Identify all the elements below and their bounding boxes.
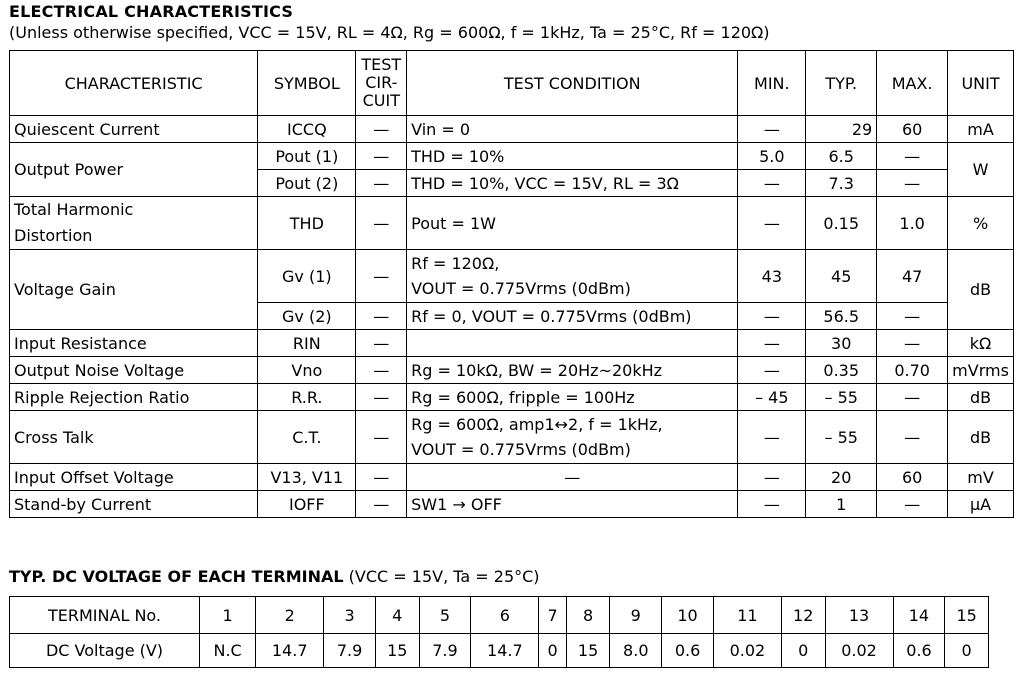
dc-voltage-table [9, 596, 989, 668]
voltage-label: DC Voltage (V) [10, 634, 200, 668]
cell-max: — [877, 143, 948, 170]
terminal-number: 10 [662, 597, 714, 634]
cell-min: 5.0 [738, 143, 806, 170]
cond-line-1: Rg = 600Ω, amp1↔2, f = 1kHz, [411, 415, 663, 434]
table-row [10, 143, 1014, 170]
header-test-circuit-l1: TEST [361, 55, 402, 74]
cell-unit: mVrms [948, 357, 1014, 384]
cell-symbol: Pout (2) [258, 170, 356, 197]
cell-max: — [877, 330, 948, 357]
header-min: MIN. [738, 51, 806, 116]
cell-typ: – 55 [806, 411, 877, 464]
cell-max: 1.0 [877, 197, 948, 250]
terminal-voltage: N.C [200, 634, 256, 668]
cell-test-circuit: — [356, 464, 407, 491]
cell-max: — [877, 170, 948, 197]
cell-test-condition: Pout = 1W [407, 197, 738, 250]
section-title: ELECTRICAL CHARACTERISTICS [9, 2, 294, 21]
terminal-label: TERMINAL No. [10, 597, 200, 634]
cell-max: — [877, 303, 948, 330]
terminal-voltage: 14.7 [471, 634, 539, 668]
cell-characteristic: Output Noise Voltage [10, 357, 258, 384]
terminal-voltage: 15 [566, 634, 610, 668]
cell-max: 47 [877, 250, 948, 303]
header-test-circuit-l2: CIR- [365, 73, 398, 92]
terminal-number: 3 [324, 597, 376, 634]
header-test-condition: TEST CONDITION [407, 51, 738, 116]
table-row [10, 116, 1014, 143]
cell-min: — [738, 197, 806, 250]
cell-min: — [738, 116, 806, 143]
cell-characteristic: Input Resistance [10, 330, 258, 357]
header-max: MAX. [877, 51, 948, 116]
cell-min: — [738, 411, 806, 464]
cell-unit: W [948, 143, 1014, 197]
cell-min: – 45 [738, 384, 806, 411]
cell-test-condition [407, 250, 738, 303]
cell-typ: 30 [806, 330, 877, 357]
cell-test-circuit: — [356, 357, 407, 384]
cell-test-condition: Rg = 10kΩ, BW = 20Hz~20kHz [407, 357, 738, 384]
cell-characteristic: Stand-by Current [10, 491, 258, 518]
cell-unit: mA [948, 116, 1014, 143]
header-symbol: SYMBOL [258, 51, 356, 116]
cell-test-condition [407, 330, 738, 357]
table-row [10, 330, 1014, 357]
cell-symbol: Vno [258, 357, 356, 384]
terminal-number: 15 [945, 597, 989, 634]
cell-symbol: RIN [258, 330, 356, 357]
cell-typ: 20 [806, 464, 877, 491]
cell-unit: dB [948, 250, 1014, 330]
cell-symbol: Gv (2) [258, 303, 356, 330]
cell-typ: 0.15 [806, 197, 877, 250]
cell-min: — [738, 303, 806, 330]
cell-test-condition: SW1 → OFF [407, 491, 738, 518]
dc-voltage-title-bold: TYP. DC VOLTAGE OF EACH TERMINAL [9, 567, 344, 586]
table-row [10, 384, 1014, 411]
cell-test-circuit: — [356, 491, 407, 518]
terminal-number: 8 [566, 597, 610, 634]
cell-max: 60 [877, 116, 948, 143]
cell-test-condition: Rf = 0, VOUT = 0.775Vrms (0dBm) [407, 303, 738, 330]
table-row [10, 411, 1014, 464]
terminal-voltage: 8.0 [610, 634, 662, 668]
conditions-subtitle: (Unless otherwise specified, VCC = 15V, RL = 4Ω, Rg = 600Ω, f = 1kHz, Ta = 25°C, Rf = 120Ω) [9, 23, 770, 42]
header-characteristic: CHARACTERISTIC [10, 51, 258, 116]
cell-typ: 0.35 [806, 357, 877, 384]
header-typ: TYP. [806, 51, 877, 116]
cell-symbol: V13, V11 [258, 464, 356, 491]
cond-line-1: Rf = 120Ω, [411, 254, 500, 273]
dc-voltage-title [9, 567, 540, 586]
cell-typ: 6.5 [806, 143, 877, 170]
cell-test-circuit: — [356, 330, 407, 357]
terminal-number: 2 [256, 597, 324, 634]
cell-characteristic: Input Offset Voltage [10, 464, 258, 491]
terminal-voltage: 15 [375, 634, 419, 668]
cell-test-condition: — [407, 464, 738, 491]
electrical-characteristics-table [9, 50, 1014, 518]
header-test-circuit-l3: CUIT [362, 91, 400, 110]
terminal-voltage: 0.02 [713, 634, 781, 668]
cell-test-condition: Rg = 600Ω, fripple = 100Hz [407, 384, 738, 411]
terminal-number: 5 [419, 597, 471, 634]
cell-characteristic: Output Power [10, 143, 258, 197]
dc-voltage-title-conditions: (VCC = 15V, Ta = 25°C) [343, 567, 540, 586]
terminal-voltage: 14.7 [256, 634, 324, 668]
cell-characteristic: Quiescent Current [10, 116, 258, 143]
cell-test-circuit: — [356, 411, 407, 464]
cell-unit: kΩ [948, 330, 1014, 357]
cell-max: 60 [877, 464, 948, 491]
cell-test-condition: THD = 10%, VCC = 15V, RL = 3Ω [407, 170, 738, 197]
cell-max: — [877, 491, 948, 518]
cell-test-condition: THD = 10% [407, 143, 738, 170]
cell-min: — [738, 464, 806, 491]
cell-test-circuit: — [356, 250, 407, 303]
voltage-row [10, 634, 989, 668]
cell-test-condition: Vin = 0 [407, 116, 738, 143]
cell-test-circuit: — [356, 170, 407, 197]
cell-test-circuit: — [356, 116, 407, 143]
terminal-voltage: 0 [781, 634, 825, 668]
cell-max: — [877, 411, 948, 464]
cell-characteristic: Cross Talk [10, 411, 258, 464]
header-unit: UNIT [948, 51, 1014, 116]
cell-typ: 29 [806, 116, 877, 143]
cell-test-circuit: — [356, 303, 407, 330]
table-row [10, 357, 1014, 384]
cell-typ: 1 [806, 491, 877, 518]
terminal-voltage: 7.9 [324, 634, 376, 668]
cell-typ: 45 [806, 250, 877, 303]
cond-line-2: VOUT = 0.775Vrms (0dBm) [411, 279, 631, 298]
cell-typ: 7.3 [806, 170, 877, 197]
cell-characteristic: Voltage Gain [10, 250, 258, 330]
cell-test-circuit: — [356, 143, 407, 170]
terminal-number: 9 [610, 597, 662, 634]
terminal-number: 12 [781, 597, 825, 634]
cell-test-circuit: — [356, 384, 407, 411]
terminal-number: 4 [375, 597, 419, 634]
cell-symbol: Gv (1) [258, 250, 356, 303]
terminal-number: 11 [713, 597, 781, 634]
cell-symbol: Pout (1) [258, 143, 356, 170]
cell-unit: mV [948, 464, 1014, 491]
terminal-voltage: 7.9 [419, 634, 471, 668]
cell-unit: % [948, 197, 1014, 250]
cell-max: 0.70 [877, 357, 948, 384]
cell-unit: μA [948, 491, 1014, 518]
table-row [10, 197, 1014, 250]
header-test-circuit [356, 51, 407, 116]
cell-symbol: ICCQ [258, 116, 356, 143]
terminal-number: 6 [471, 597, 539, 634]
cell-max: — [877, 384, 948, 411]
terminal-voltage: 0.02 [825, 634, 893, 668]
terminal-number: 7 [539, 597, 566, 634]
cell-symbol: R.R. [258, 384, 356, 411]
cell-typ: – 55 [806, 384, 877, 411]
cell-test-condition [407, 411, 738, 464]
cell-test-circuit: — [356, 197, 407, 250]
table-row [10, 464, 1014, 491]
cell-characteristic: Ripple Rejection Ratio [10, 384, 258, 411]
terminal-voltage: 0.6 [893, 634, 945, 668]
cell-min: — [738, 330, 806, 357]
cell-unit: dB [948, 384, 1014, 411]
cell-characteristic [10, 197, 258, 250]
cell-min: — [738, 491, 806, 518]
cell-min: — [738, 170, 806, 197]
cell-symbol: IOFF [258, 491, 356, 518]
terminal-voltage: 0 [945, 634, 989, 668]
table-row [10, 491, 1014, 518]
table-row [10, 250, 1014, 303]
char-line-1: Total Harmonic [14, 200, 134, 219]
cell-typ: 56.5 [806, 303, 877, 330]
char-line-2: Distortion [14, 226, 93, 245]
cell-unit: dB [948, 411, 1014, 464]
cell-min: 43 [738, 250, 806, 303]
terminal-number: 1 [200, 597, 256, 634]
cell-symbol: C.T. [258, 411, 356, 464]
cell-symbol: THD [258, 197, 356, 250]
cond-line-2: VOUT = 0.775Vrms (0dBm) [411, 440, 631, 459]
terminal-voltage: 0 [539, 634, 566, 668]
terminal-number: 13 [825, 597, 893, 634]
terminal-number: 14 [893, 597, 945, 634]
cell-min: — [738, 357, 806, 384]
terminal-row [10, 597, 989, 634]
terminal-voltage: 0.6 [662, 634, 714, 668]
